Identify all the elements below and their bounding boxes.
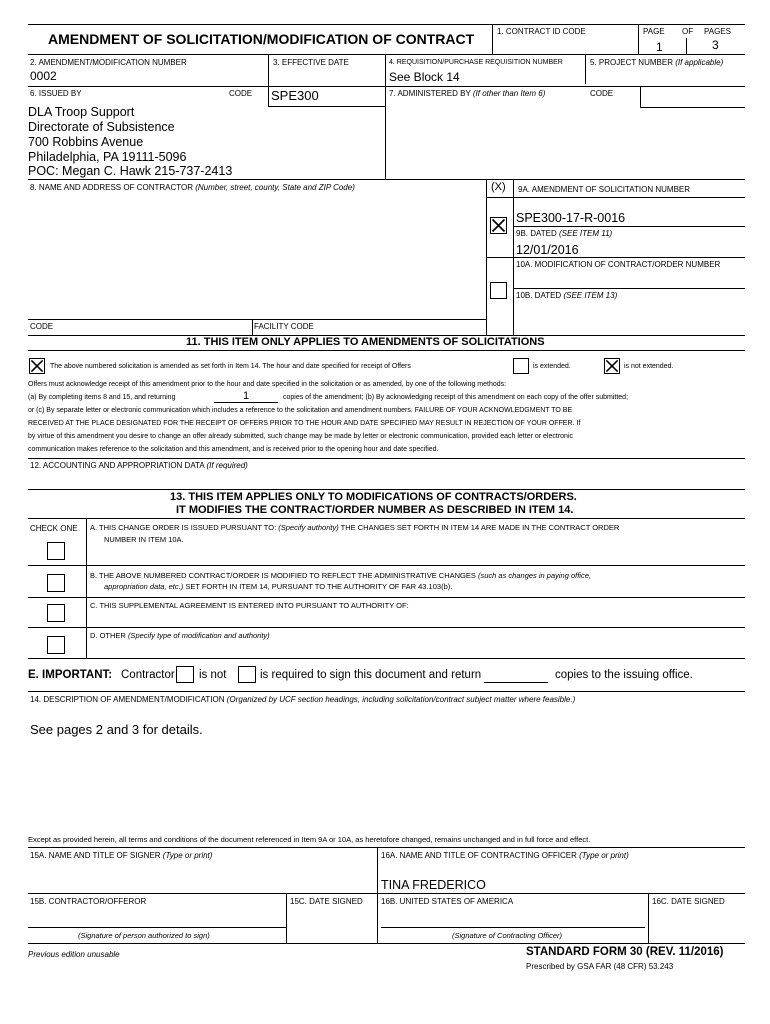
b15b-label: 15B. CONTRACTOR/OFFEROR — [30, 897, 147, 906]
x-mark-icon — [605, 359, 619, 373]
of-label: OF — [682, 27, 694, 36]
important-copies-label: copies to the issuing office. — [555, 669, 693, 681]
b15c-label: 15C. DATE SIGNED — [290, 897, 363, 906]
issuer-line-5: POC: Megan C. Hawk 215-737-2413 — [28, 164, 233, 178]
s11-line1: The above numbered solicitation is amended as set forth in Item 14. The hour and date specified for receipt of Offers — [50, 363, 411, 370]
issuer-line-4: Philadelphia, PA 19111-5096 — [28, 150, 187, 164]
s13d-checkbox[interactable] — [47, 636, 65, 654]
b7-label: 7. ADMINISTERED BY (If other than Item 6) — [389, 89, 546, 98]
s11-solicitation-checkbox[interactable] — [29, 358, 45, 374]
b4-label: 4. REQUISITION/PURCHASE REQUISITION NUMBER — [389, 59, 563, 66]
b9a-value: SPE300-17-R-0016 — [516, 211, 626, 225]
s13a-text: A. THIS CHANGE ORDER IS ISSUED PURSUANT TO: (Specify authority) THE CHANGES SET FORTH IN ITEM 14 ARE MADE IN THE CONTRACT ORDER — [90, 523, 620, 532]
b9b-label: 9B. DATED (SEE ITEM 11) — [516, 229, 613, 238]
b2-field[interactable] — [30, 68, 260, 83]
b16b-label: 16B. UNITED STATES OF AMERICA — [381, 897, 514, 906]
b6-code-value: SPE300 — [271, 88, 319, 103]
important-is-not-checkbox[interactable] — [176, 666, 194, 683]
b9b-value: 12/01/2016 — [516, 243, 579, 257]
x-mark-icon — [30, 359, 44, 373]
s11-copies-value: 1 — [243, 390, 250, 402]
b9-x-checkbox[interactable] — [490, 217, 507, 234]
x-label: (X) — [491, 181, 506, 193]
important-is-required-label: is required to sign this document and return — [260, 669, 482, 681]
s11-extended-label: is extended. — [533, 363, 571, 370]
s11-title: 11. THIS ITEM ONLY APPLIES TO AMENDMENTS OF SOLICITATIONS — [186, 336, 545, 348]
s11-not-extended-checkbox[interactable] — [604, 358, 620, 374]
s13d-text: D. OTHER (Specify type of modification and authority) — [90, 631, 270, 640]
b14-value: See pages 2 and 3 for details. — [30, 722, 203, 737]
issuer-line-3: 700 Robbins Avenue — [28, 135, 144, 149]
sf-title: STANDARD FORM 30 (REV. 11/2016) — [526, 946, 724, 958]
issuer-line-1: DLA Troop Support — [28, 105, 135, 119]
s11-line5: RECEIVED AT THE PLACE DESIGNATED FOR THE RECEIPT OF OFFERS PRIOR TO THE HOUR AND DATE SPECIFIED MAY RESULT IN REJECTION OF YOUR OFFER. If — [28, 420, 581, 427]
code2-label: CODE — [30, 322, 54, 331]
s11-line2: Offers must acknowledge receipt of this amendment prior to the hour and date specified in the solicitation or as amended, by one of the following methods: — [28, 381, 507, 388]
sig-person-label: (Signature of person authorized to sign) — [78, 931, 210, 940]
s13b-checkbox[interactable] — [47, 574, 65, 592]
s13-title-line2: IT MODIFIES THE CONTRACT/ORDER NUMBER AS DESCRIBED IN ITEM 14. — [176, 504, 574, 516]
sig-officer-label: (Signature of Contracting Officer) — [452, 931, 563, 940]
b16a-value: TINA FREDERICO — [381, 878, 486, 892]
important-row — [28, 668, 112, 682]
important-is-not-label: is not — [199, 669, 227, 681]
form-title: AMENDMENT OF SOLICITATION/MODIFICATION OF CONTRACT — [48, 31, 475, 47]
b3-label: 3. EFFECTIVE DATE — [273, 58, 349, 67]
b16a-label: 16A. NAME AND TITLE OF CONTRACTING OFFICER (Type or print) — [381, 851, 629, 860]
page-value: 1 — [656, 40, 663, 54]
s11-extended-checkbox[interactable] — [513, 358, 529, 374]
b5-label: 5. PROJECT NUMBER (If applicable) — [590, 58, 724, 67]
check-one-label: CHECK ONE — [30, 524, 78, 533]
b4-value: See Block 14 — [389, 70, 460, 84]
s13c-text: C. THIS SUPPLEMENTAL AGREEMENT IS ENTERED INTO PURSUANT TO AUTHORITY OF: — [90, 601, 409, 610]
s13-title-line1: 13. THIS ITEM APPLIES ONLY TO MODIFICATIONS OF CONTRACTS/ORDERS. — [170, 491, 577, 503]
previous-edition: Previous edition unusable — [28, 950, 120, 959]
facility-code-label: FACILITY CODE — [254, 322, 314, 331]
b6-label: 6. ISSUED BY — [30, 89, 82, 98]
s11-line7: communication makes reference to the solicitation and this amendment, and is received prior to the opening hour and date specified. — [28, 446, 439, 453]
b6-code-label: CODE — [229, 89, 253, 98]
s13a-checkbox[interactable] — [47, 542, 65, 560]
s11-line3b: copies of the amendment; (b) By acknowledging receipt of this amendment on each copy of the offer submitted; — [283, 394, 629, 401]
s13b-text: B. THE ABOVE NUMBERED CONTRACT/ORDER IS MODIFIED TO REFLECT THE ADMINISTRATIVE CHANGES (such as changes in paying office, — [90, 571, 591, 580]
b9a-label: 9A. AMENDMENT OF SOLICITATION NUMBER — [518, 185, 691, 194]
prescribed-text: Prescribed by GSA FAR (48 CFR) 53.243 — [526, 962, 674, 971]
b2-label: 2. AMENDMENT/MODIFICATION NUMBER — [30, 58, 187, 67]
b15a-label: 15A. NAME AND TITLE OF SIGNER (Type or print) — [30, 851, 213, 860]
b14-label: 14. DESCRIPTION OF AMENDMENT/MODIFICATION (Organized by UCF section headings, including solicitation/contract subject matter where feasible.) — [30, 695, 576, 704]
b8-label: 8. NAME AND ADDRESS OF CONTRACTOR (Number, street, county, State and ZIP Code) — [30, 183, 355, 192]
x-mark-icon — [491, 218, 506, 233]
issuer-line-2: Directorate of Subsistence — [28, 120, 175, 134]
pages-label: PAGES — [704, 27, 731, 36]
important-label: E. IMPORTANT: — [28, 669, 113, 681]
b10-x-checkbox[interactable] — [490, 282, 507, 299]
pages-value: 3 — [712, 38, 719, 52]
except-text: Except as provided herein, all terms and conditions of the document referenced in Item 9A or 10A, as heretofore changed, remains unchanged and in full force and effect. — [28, 835, 591, 844]
b1-label: 1. CONTRACT ID CODE — [497, 27, 586, 36]
b16c-label: 16C. DATE SIGNED — [652, 897, 725, 906]
s11-line3a: (a) By completing items 8 and 15, and returning — [28, 394, 176, 401]
s11-line6: by virtue of this amendment you desire to change an offer already submitted, such change may be made by letter or electronic communication, provided each letter or electronic — [28, 433, 573, 440]
b10a-label: 10A. MODIFICATION OF CONTRACT/ORDER NUMBER — [516, 260, 721, 269]
important-contractor: Contractor — [121, 669, 175, 681]
important-is-required-checkbox[interactable] — [238, 666, 256, 683]
s13c-checkbox[interactable] — [47, 604, 65, 622]
s11-line4: or (c) By separate letter or electronic communication which includes a reference to the solicitation and amendment numbers. FAILURE OF YOUR ACKNOWLEDGMENT TO BE — [28, 407, 573, 414]
s13b-text-line2: appropriation data, etc.) SET FORTH IN ITEM 14, PURSUANT TO THE AUTHORITY OF FAR 43.103(b). — [104, 582, 453, 591]
page-label: PAGE — [643, 27, 665, 36]
b10b-label: 10B. DATED (SEE ITEM 13) — [516, 291, 618, 300]
s13a-text-line2: NUMBER IN ITEM 10A. — [104, 535, 184, 544]
s11-not-extended-label: is not extended. — [624, 363, 674, 370]
b7-code-label: CODE — [590, 89, 614, 98]
b12-label: 12. ACCOUNTING AND APPROPRIATION DATA (If required) — [30, 461, 248, 470]
